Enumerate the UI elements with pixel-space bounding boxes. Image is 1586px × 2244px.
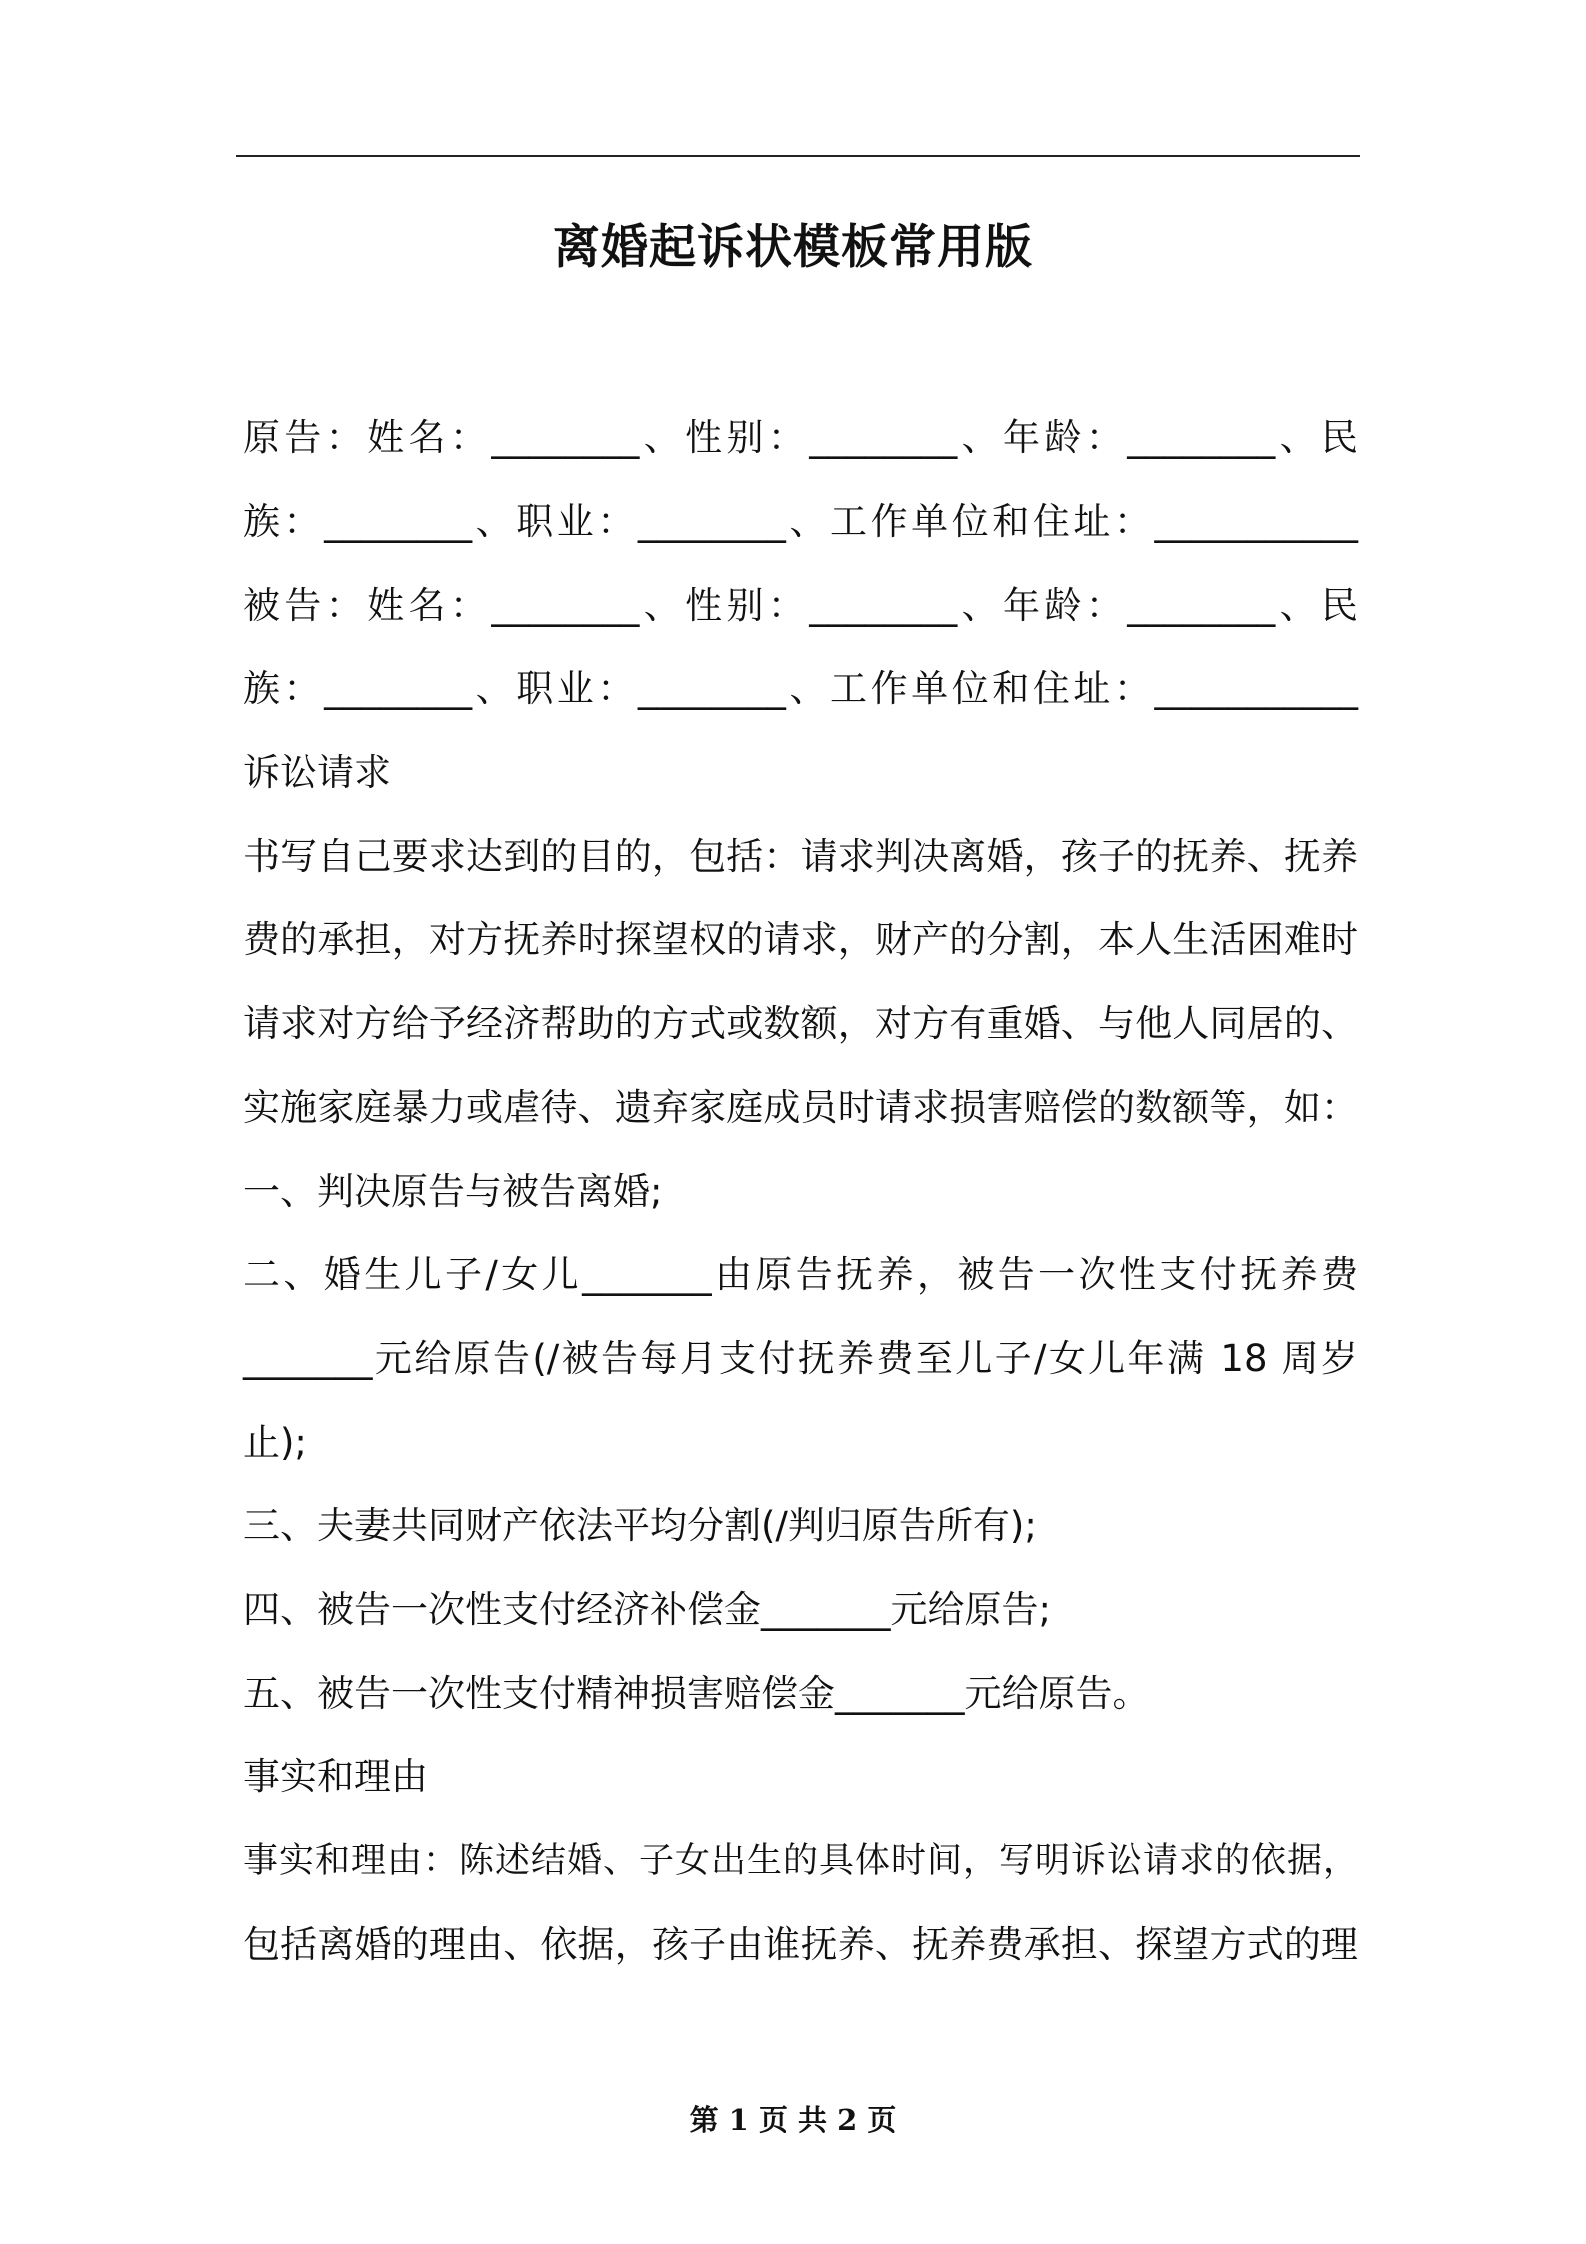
claim-item-3: 三、夫妻共同财产依法平均分割(/判归原告所有); [243,1504,1037,1547]
claim-item-5: 五、被告一次性支付精神损害赔偿金_______元给原告。 [243,1672,1150,1715]
defendant-info-line-2: 族：________、职业：________、工作单位和住址：___________ [243,667,1358,710]
document-title: 离婚起诉状模板常用版 [553,220,1033,275]
claims-paragraph-line-4: 实施家庭暴力或虐待、遗弃家庭成员时请求损害赔偿的数额等，如： [243,1086,1358,1129]
plaintiff-info-line-1: 原告：姓名：________、性别：________、年龄：________、民 [243,416,1358,459]
claim-item-2-line-2: _______元给原告(/被告每月支付抚养费至儿子/女儿年满 18 周岁 [243,1337,1358,1380]
claim-item-2-line-3: 止); [243,1421,307,1464]
facts-paragraph-line-1: 事实和理由：陈述结婚、子女出生的具体时间，写明诉讼请求的依据， [243,1841,1358,1881]
claims-paragraph-line-2: 费的承担，对方抚养时探望权的请求，财产的分割，本人生活困难时 [243,918,1358,961]
defendant-info-line-1: 被告：姓名：________、性别：________、年龄：________、民 [243,584,1358,627]
claim-item-1: 一、判决原告与被告离婚; [243,1170,663,1213]
claim-item-4: 四、被告一次性支付经济补偿金_______元给原告; [243,1588,1051,1631]
plaintiff-info-line-2: 族：________、职业：________、工作单位和住址：___________ [243,500,1358,543]
claims-paragraph-line-3: 请求对方给予经济帮助的方式或数额，对方有重婚、与他人同居的、 [243,1002,1358,1045]
claim-item-2-line-1: 二、婚生儿子/女儿_______由原告抚养，被告一次性支付抚养费 [243,1253,1358,1296]
section-heading-facts: 事实和理由 [243,1755,428,1798]
header-rule [236,155,1360,157]
section-heading-claims: 诉讼请求 [243,751,391,794]
claims-paragraph-line-1: 书写自己要求达到的目的，包括：请求判决离婚，孩子的抚养、抚养 [243,835,1358,878]
facts-paragraph-line-2: 包括离婚的理由、依据，孩子由谁抚养、抚养费承担、探望方式的理 [243,1923,1358,1966]
page-number-footer: 第 1 页 共 2 页 [689,2103,897,2137]
